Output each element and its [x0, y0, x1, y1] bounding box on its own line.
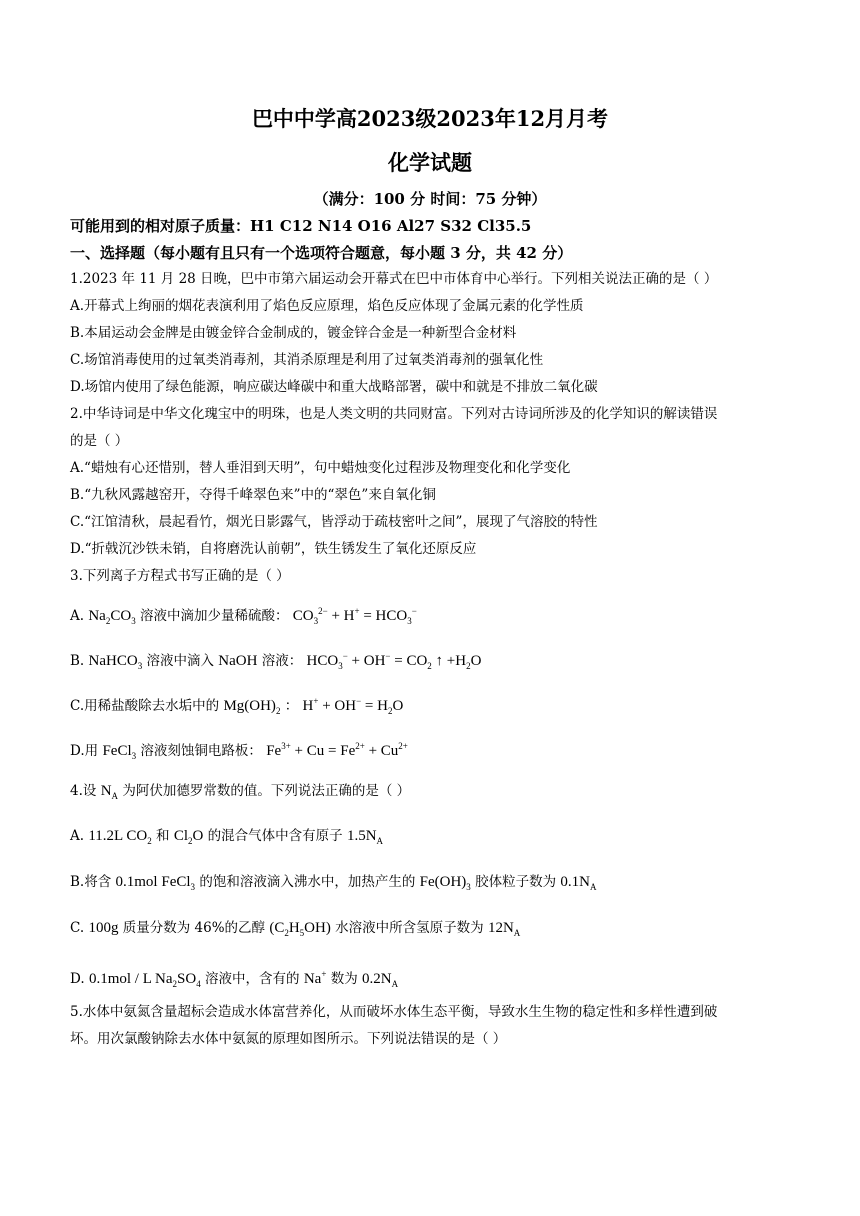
q1-option-b: B.本届运动会金牌是由镀金锌合金制成的，镀金锌合金是一种新型合金材料: [70, 325, 517, 341]
q4-option-d: D. 0.1mol / L $Na_2SO_4$ 溶液中，含有的 Na+ 数为 $0.2N_A$: [70, 969, 399, 989]
q5-stem-line1: 5.水体中氨氮含量超标会造成水体富营养化，从而破坏水体生态平衡，导致水生生物的稳定性和多样性遭到破: [70, 1004, 718, 1020]
q2-stem-line2: 的是（ ）: [70, 433, 129, 449]
q3-option-b: B. NaHCO$_3$ 溶液中滴入 NaOH 溶液： $HCO_3^- + OH^- = CO_2$ ↑ $+H_2O$: [70, 651, 482, 671]
score-time: （满分：100 分 时间：75 分钟）: [313, 190, 547, 208]
q1-stem: 1.2023 年 11 月 28 日晚，巴中市第六届运动会开幕式在巴中市体育中心举行。下列相关说法正确的是（ ）: [70, 271, 718, 287]
q2-option-d: D.“折戟沉沙铁未销，自将磨洗认前朝”，铁生锈发生了氧化还原反应: [70, 541, 477, 557]
q4-stem: 4.设 $N_A$ 为阿伏加德罗常数的值。下列说法正确的是（ ）: [70, 783, 411, 801]
q4-option-b: B.将含 0.1mol FeCl$_3$ 的饱和溶液滴入沸水中，加热产生的 $Fe(OH)_3$ 胶体粒子数为 $0.1N_A$: [70, 874, 597, 892]
q2-option-a: A.“蜡烛有心还惜别，替人垂泪到天明”，句中蜡烛变化过程涉及物理变化和化学变化: [70, 460, 571, 476]
q2-stem-line1: 2.中华诗词是中华文化瑰宝中的明珠，也是人类文明的共同财富。下列对古诗词所涉及的化学知识的解读错误: [70, 406, 718, 422]
exam-title: 巴中中学高2023级2023年12月月考: [251, 106, 609, 131]
q4-option-c: C. 100g 质量分数为 46%的乙醇 $(C_2H_5OH)$ 水溶液中所含氢原子数为 $12N_A$: [70, 920, 521, 938]
section-heading: 一、选择题（每小题有且只有一个选项符合题意，每小题 3 分，共 42 分）: [70, 244, 573, 262]
q3-option-a: A. $Na_2CO_3$ 溶液中滴加少量稀硫酸： $CO_3^{2-} + H^+ = HCO_3^-$: [70, 606, 417, 626]
q4-option-a: A. 11.2L $CO_2$ 和 $Cl_2O$ 的混合气体中含有原子 $1.5N_A$: [70, 828, 384, 846]
q2-option-c: C.“江馆清秋，晨起看竹，烟光日影露气，皆浮动于疏枝密叶之间”，展现了气溶胶的特性: [70, 514, 598, 530]
q3-option-d: D.用 FeCl$_3$ 溶液刻蚀铜电路板： $Fe^{3+} + Cu = Fe^{2+} + Cu^{2+}$: [70, 741, 408, 761]
q1-option-a: A.开幕式上绚丽的烟花表演利用了焰色反应原理，焰色反应体现了金属元素的化学性质: [70, 298, 584, 314]
exam-subject: 化学试题: [388, 150, 472, 175]
q1-option-c: C.场馆消毒使用的过氧类消毒剂，其消杀原理是利用了过氧类消毒剂的强氧化性: [70, 352, 544, 368]
q1-option-d: D.场馆内使用了绿色能源，响应碳达峰碳中和重大战略部署，碳中和就是不排放二氧化碳: [70, 379, 598, 395]
q3-stem: 3.下列离子方程式书写正确的是（ ）: [70, 568, 290, 584]
q2-option-b: B.“九秋风露越窑开，夺得千峰翠色来”中的“翠色”来自氧化铜: [70, 487, 436, 503]
q3-option-c: C.用稀盐酸除去水垢中的 $Mg(OH)_2$ ： $H^+ + OH^- = H_2O$: [70, 696, 404, 716]
q5-stem-line2: 坏。用次氯酸钠除去水体中氨氮的原理如图所示。下列说法错误的是（ ）: [70, 1031, 507, 1047]
atomic-mass-line: 可能用到的相对原子质量：H1 C12 N14 O16 Al27 S32 Cl35.5: [70, 217, 532, 235]
